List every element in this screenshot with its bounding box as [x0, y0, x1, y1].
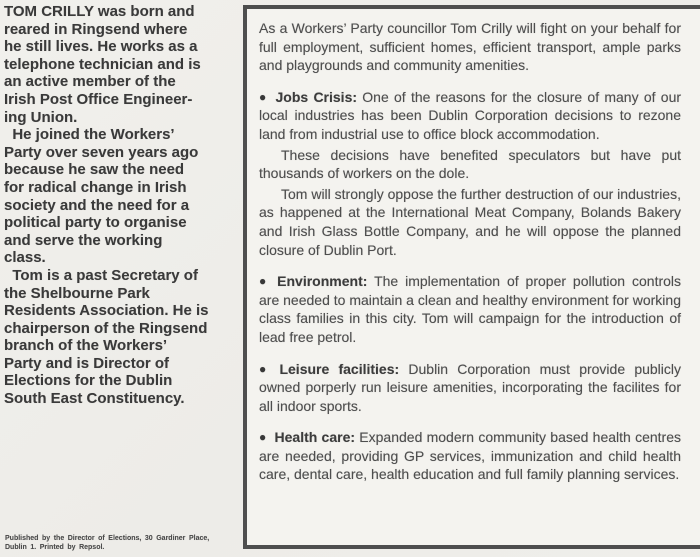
- bullet-text: Expanded modern community based health centres are needed, providing GP services, immunization and child health care, dental care, health education and full family planning services.: [259, 429, 681, 483]
- bullet-label: Leisure facilities:: [279, 360, 400, 377]
- bio-paragraph-2: He joined the Workers’ Party over seven years ago because he saw the need for radical change in Irish society and the need for a political party to organise and serve the working class.: [4, 126, 199, 267]
- bullet-section-health-care: [259, 428, 681, 484]
- followup-paragraph: These decisions have benefited speculators but have put thousands of workers on the dole.: [259, 146, 681, 182]
- bio-column: [4, 3, 240, 408]
- imprint: Published by the Director of Elections, 30 Gardiner Place, Dublin 1. Printed by Repsol.: [5, 535, 210, 551]
- bullet-label: Jobs Crisis:: [275, 88, 358, 105]
- bullet-icon: ●: [259, 361, 267, 376]
- bullet-text: Dublin Corporation must provide publicly owned porperly run leisure amenities, incorporating the facilites for all indoor sports.: [259, 360, 682, 414]
- bullet-icon: ●: [259, 89, 267, 104]
- followup-paragraph: Tom will strongly oppose the further destruction of our industries, as happened at the International Meat Company, Bolands Bakery and Irish Glass Bottle Company, and he will oppose the planned closure of Dublin Port.: [259, 185, 681, 258]
- bullet-paragraph-jobs-crisis: [259, 88, 681, 144]
- bullet-section-leisure-facilities: [259, 360, 681, 416]
- intro-paragraph: As a Workers’ Party councillor Tom Crilly will fight on your behalf for full employment, sufficient homes, efficient transport, ample parks and playgrounds and community amenities.: [259, 20, 681, 74]
- bullet-label: Health care:: [274, 429, 356, 446]
- bullet-section-jobs-crisis: [259, 88, 681, 259]
- manifesto-box: [243, 5, 700, 549]
- bullet-section-environment: [259, 272, 681, 346]
- bio-paragraph-1: TOM CRILLY was born and reared in Ringsend where he still lives. He works as a telephone technician and is an active member of the Irish Post Office Engineer- ing Union.: [4, 3, 201, 126]
- bullet-paragraph-environment: [259, 272, 681, 346]
- bullet-paragraph-leisure-facilities: [259, 360, 681, 416]
- bullet-text: The implementation of proper pollution controls are needed to maintain a clean and healthy environment for working class families in this city. Tom will campaign for the introduction of lead free petrol.: [259, 273, 682, 345]
- bullet-icon: ●: [259, 430, 267, 445]
- bullet-label: Environment:: [277, 273, 368, 290]
- bio-paragraph-3: Tom is a past Secretary of the Shelbourne Park Residents Association. He is chairperson of the Ringsend branch of the Workers’ Party and is Director of Elections for the Dublin South East Constituency.: [4, 266, 209, 408]
- bullet-icon: ●: [259, 274, 267, 289]
- bullet-text: One of the reasons for the closure of many of our local industries has been Dublin Corporation decisions to rezone land from industrial use to office block accommodation.: [259, 88, 682, 142]
- bullet-paragraph-health-care: [259, 428, 681, 484]
